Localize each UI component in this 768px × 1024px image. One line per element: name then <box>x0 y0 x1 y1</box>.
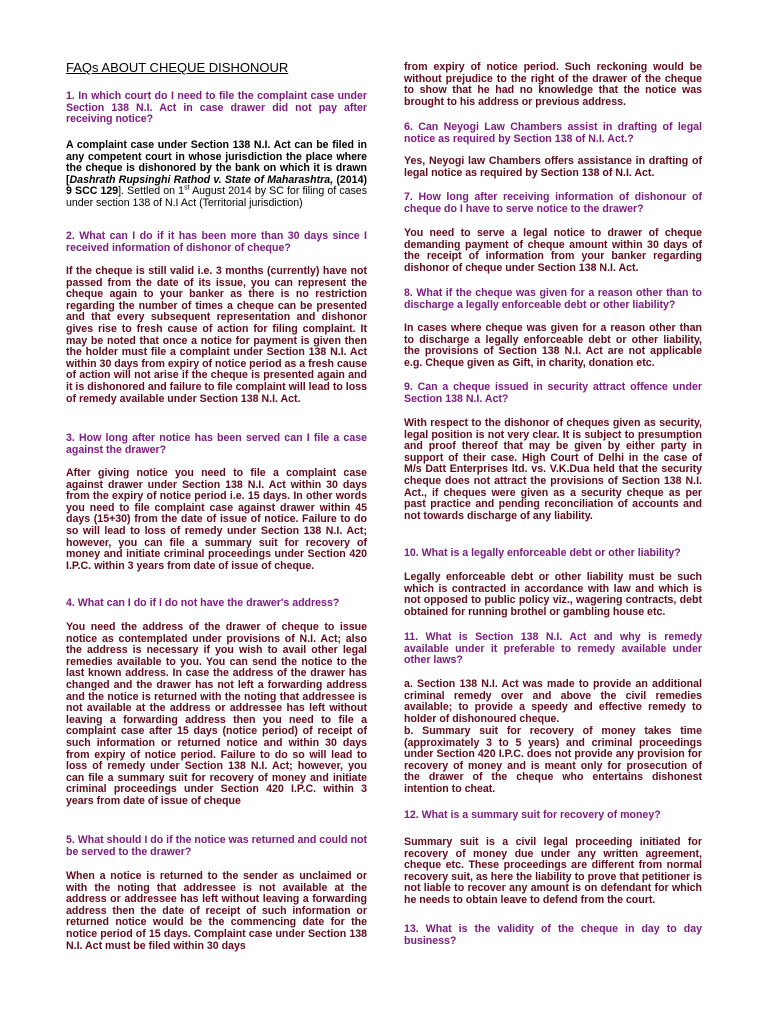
question-3: 3. How long after notice has been served can I file a case against the drawer? <box>66 432 367 456</box>
question-1: 1. In which court do I need to file the complaint case under Section 138 N.I. Act in case drawer did not pay after receiving notice? <box>66 90 367 126</box>
answer-9: With respect to the dishonor of cheques given as security, legal position is not very clear. It is subject to presumption and proof thereof that may be given by either party in support of their case. High Court of Delhi in the case of M/s Datt Enterprises ltd. vs. V.K.Dua held that the security cheque does not attract the provisions of Section 138 N.I. Act., if cheques were given as a security cheque as per past practice and pending reconciliation of accounts and not towards discharge of any liability. <box>404 417 702 522</box>
answer-1-case: Dashrath Rupsinghi Rathod v. State of Maharashtra, <box>69 173 334 186</box>
question-8: 8. What if the cheque was given for a reason other than to discharge a legally enforceable debt or other liability? <box>404 287 702 311</box>
question-7: 7. How long after receiving information of dishonour of cheque do I have to serve notice to the drawer? <box>404 191 702 215</box>
answer-11b: b. Summary suit for recovery of money takes time (approximately 3 to 5 years) and criminal proceedings under Section 420 I.P.C. does not provide any provision for recovery of money and is meant only for prosecution of the drawer of the cheque who entertains dishonest intention to cheat. <box>404 725 702 795</box>
question-10: 10. What is a legally enforceable debt or other liability? <box>404 547 681 559</box>
question-6: 6. Can Neyogi Law Chambers assist in drafting of legal notice as required by Section 138 of N.I. Act.? <box>404 121 702 145</box>
answer-5-continued: from expiry of notice period. Such reckoning would be without prejudice to the right of the drawer of the cheque to show that he had no knowledge that the notice was brought to his address or previous address. <box>404 61 702 108</box>
question-9: 9. Can a cheque issued in security attract offence under Section 138 N.I. Act? <box>404 381 702 405</box>
answer-6: Yes, Neyogi law Chambers offers assistance in drafting of legal notice as required by Section 138 of N.I. Act. <box>404 155 702 179</box>
question-12: 12. What is a summary suit for recovery of money? <box>404 809 661 821</box>
answer-1-sup: st <box>184 184 190 192</box>
answer-1-after: ]. Settled on 1 <box>118 185 185 198</box>
question-5: 5. What should I do if the notice was returned and could not be served to the drawer? <box>66 834 367 858</box>
answer-1 <box>66 140 367 210</box>
answer-3: After giving notice you need to file a complaint case against drawer under Section 138 N.I. Act within 30 days from the expiry of notice period i.e. 15 days. In other words you need to file complaint case against drawer within 45 days (15+30) from the date of issue of notice. Failure to do so will lead to loss of remedy under Section 138 N.I. Act; however, you can file a summary suit for recovery of money and initiate criminal proceedings under Section 420 I.P.C. within 3 years from date of issue of cheque. <box>66 467 367 572</box>
question-4: 4. What can I do if I do not have the drawer's address? <box>66 597 340 609</box>
answer-11a: a. Section 138 N.I. Act was made to provide an additional criminal remedy over and above the civil remedies available; to provide a speedy and effective remedy to holder of dishonoured cheque. <box>404 678 702 725</box>
answer-12: Summary suit is a civil legal proceeding initiated for recovery of money due under any written agreement, cheque etc. These proceedings are different from normal recovery suit, as here the liability to prove that petitioner is not liable to recover any amount is on defendant for which he needs to obtain leave to defend from the court. <box>404 836 702 906</box>
answer-10: Legally enforceable debt or other liability must be such which is contracted in accordance with law and which is not opposed to public policy viz., wagering contracts, debt obtained for running brothel or gambling house etc. <box>404 571 702 618</box>
question-13: 13. What is the validity of the cheque in day to day business? <box>404 923 702 947</box>
page-title: FAQs ABOUT CHEQUE DISHONOUR <box>66 60 289 75</box>
answer-1-cite: (2014) 9 SCC 129 <box>66 173 367 198</box>
answer-1-lead: A complaint case under Section 138 N.I. Act can be filed in any competent court in whose jurisdiction the place where the cheque is dishonored by the bank on which it is drawn [ <box>66 139 367 186</box>
answer-5: When a notice is returned to the sender as unclaimed or with the noting that addressee is not available at the address or addressee has left without leaving a forwarding address then the date of receipt of such information or returned notice would be the commencing date for the notice period of 15 days. Complaint case under Section 138 N.I. Act must be filed within 30 days <box>66 870 367 952</box>
answer-7: You need to serve a legal notice to drawer of cheque demanding payment of cheque amount within 30 days of the receipt of information from your banker regarding dishonor of cheque under Section 138 N.I. Act. <box>404 227 702 274</box>
answer-1-tail: August 2014 by SC for filing of cases under section 138 of N.I Act (Territorial jurisdiction) <box>66 185 367 209</box>
question-2: 2. What can I do if it has been more than 30 days since I received information of dishonor of cheque? <box>66 230 367 254</box>
answer-2: If the cheque is still valid i.e. 3 months (currently) have not passed from the date of its issue, you can represent the cheque again to your banker as there is no restriction regarding the number of times a cheque can be presented and that every subsequent representation and dishonor gives rise to fresh cause of action for filing complaint. It may be noted that once a notice for payment is given then the holder must file a complaint under Section 138 N.I. Act within 30 days from expiry of notice period as a fresh cause of action will not arise if the cheque is presented again and it is dishonored and failure to file complaint will lead to loss of remedy available under Section 138 N.I. Act. <box>66 265 367 405</box>
answer-8: In cases where cheque was given for a reason other than to discharge a legally enforceable debt or other liability, the provisions of Section 138 N.I. Act are not applicable e.g. Cheque given as Gift, in charity, donation etc. <box>404 322 702 369</box>
question-11: 11. What is Section 138 N.I. Act and why is remedy available under it preferable to remedy available under other laws? <box>404 631 702 667</box>
answer-4: You need the address of the drawer of cheque to issue notice as contemplated under provisions of N.I. Act; also the address is necessary if you wish to avail other legal remedies available to you. You can send the notice to the last known address. In case the address of the drawer has changed and the drawer has not left a forwarding address and the notice is returned with the noting that addressee is not available at the address or addressee has left without leaving a forwarding address then you need to file a complaint case after 15 days (notice period) of receipt of such information or returned notice and within 30 days from expiry of notice period. Failure to do so will lead to loss of remedy under Section 138 N.I. Act; however, you can file a summary suit for recovery of money and initiate criminal proceedings under Section 420 I.P.C. within 3 years from date of issue of cheque <box>66 621 367 807</box>
